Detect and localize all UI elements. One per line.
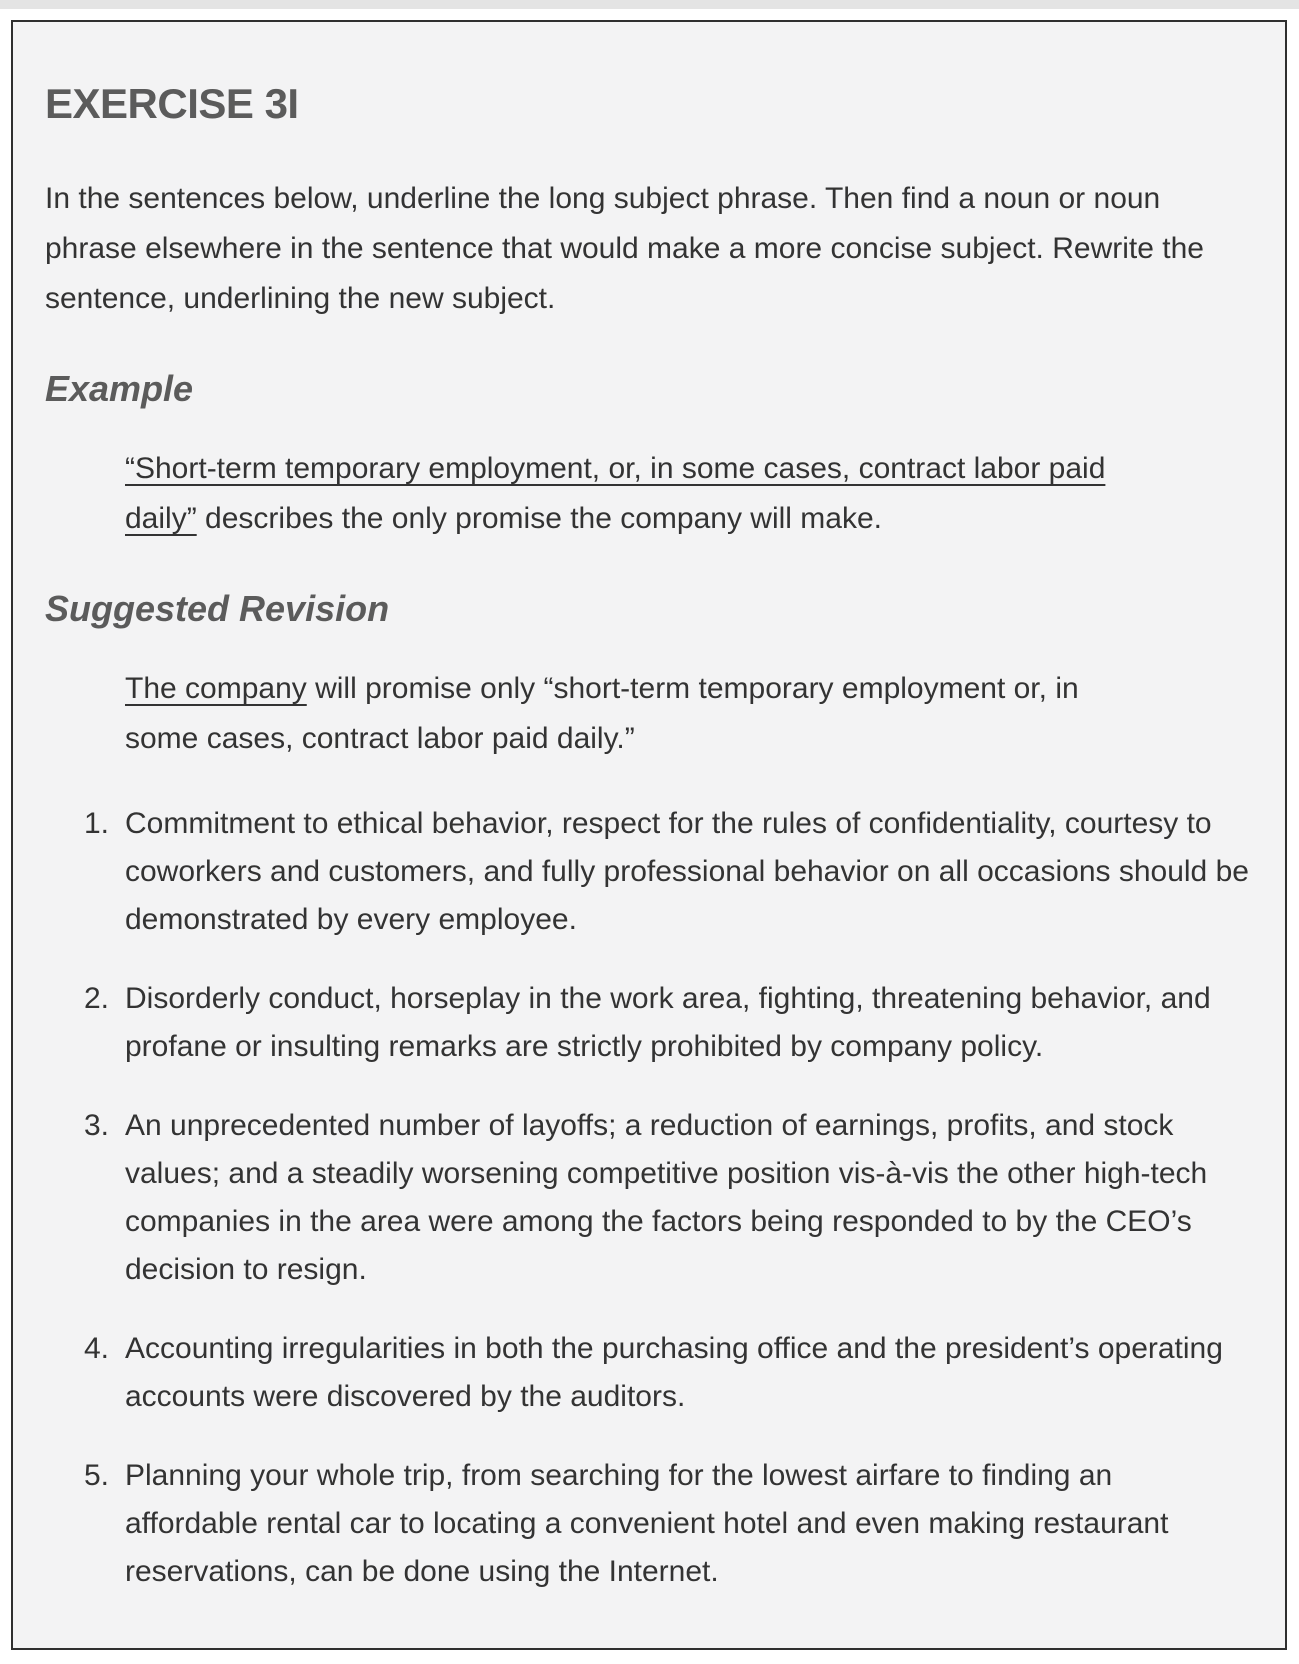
item-text: Disorderly conduct, horseplay in the work area, fighting, threatening behavior, and profane or insulting remarks are strictly prohibited by company policy. xyxy=(125,982,1211,1063)
exercise-title: EXERCISE 3I xyxy=(45,80,299,127)
top-divider xyxy=(0,0,1299,9)
exercise-item-list xyxy=(45,800,1249,1596)
item-number: 3. xyxy=(83,1109,109,1142)
item-number: 2. xyxy=(83,982,109,1015)
item-text: An unprecedented number of layoffs; a reduction of earnings, profits, and stock values; and a steadily worsening competitive position vis-à-vis the other high-tech companies in the area were among the factors being responded to by the CEO’s decision to resign. xyxy=(125,1109,1208,1286)
item-number: 1. xyxy=(83,807,109,840)
exercise-instructions: In the sentences below, underline the long subject phrase. Then find a noun or noun phrase elsewhere in the sentence that would make a more concise subject. Rewrite the sentence, underlining the new subject. xyxy=(45,182,1204,315)
revision-sentence xyxy=(125,664,1249,764)
item-text: Planning your whole trip, from searching for the lowest airfare to finding an affordable rental car to locating a convenient hotel and even making restaurant reservations, can be done using the Internet. xyxy=(125,1459,1169,1588)
example-sentence-rest: describes the only promise the company will make. xyxy=(196,502,883,535)
revision-sentence-rest: will promise only “short-term temporary employment or, in some cases, contract labor paid daily.” xyxy=(125,672,1079,755)
example-underlined-subject: “Short-term temporary employment, or, in some cases, contract labor paid daily” xyxy=(125,452,1106,535)
revision-heading: Suggested Revision xyxy=(45,588,390,629)
list-item xyxy=(45,800,1249,944)
exercise-box xyxy=(11,20,1287,1650)
item-text: Accounting irregularities in both the purchasing office and the president’s operating accounts were discovered by the auditors. xyxy=(125,1332,1223,1413)
list-item xyxy=(45,1102,1249,1294)
example-sentence xyxy=(125,444,1249,544)
example-heading: Example xyxy=(45,368,194,409)
list-item xyxy=(45,1452,1249,1596)
list-item xyxy=(45,975,1249,1071)
item-text: Commitment to ethical behavior, respect for the rules of confidentiality, courtesy to coworkers and customers, and fully professional behavior on all occasions should be demonstrated by every employee. xyxy=(125,807,1249,936)
item-number: 4. xyxy=(83,1332,109,1365)
item-number: 5. xyxy=(83,1459,109,1492)
revision-underlined-subject: The company xyxy=(125,672,307,705)
list-item xyxy=(45,1325,1249,1421)
